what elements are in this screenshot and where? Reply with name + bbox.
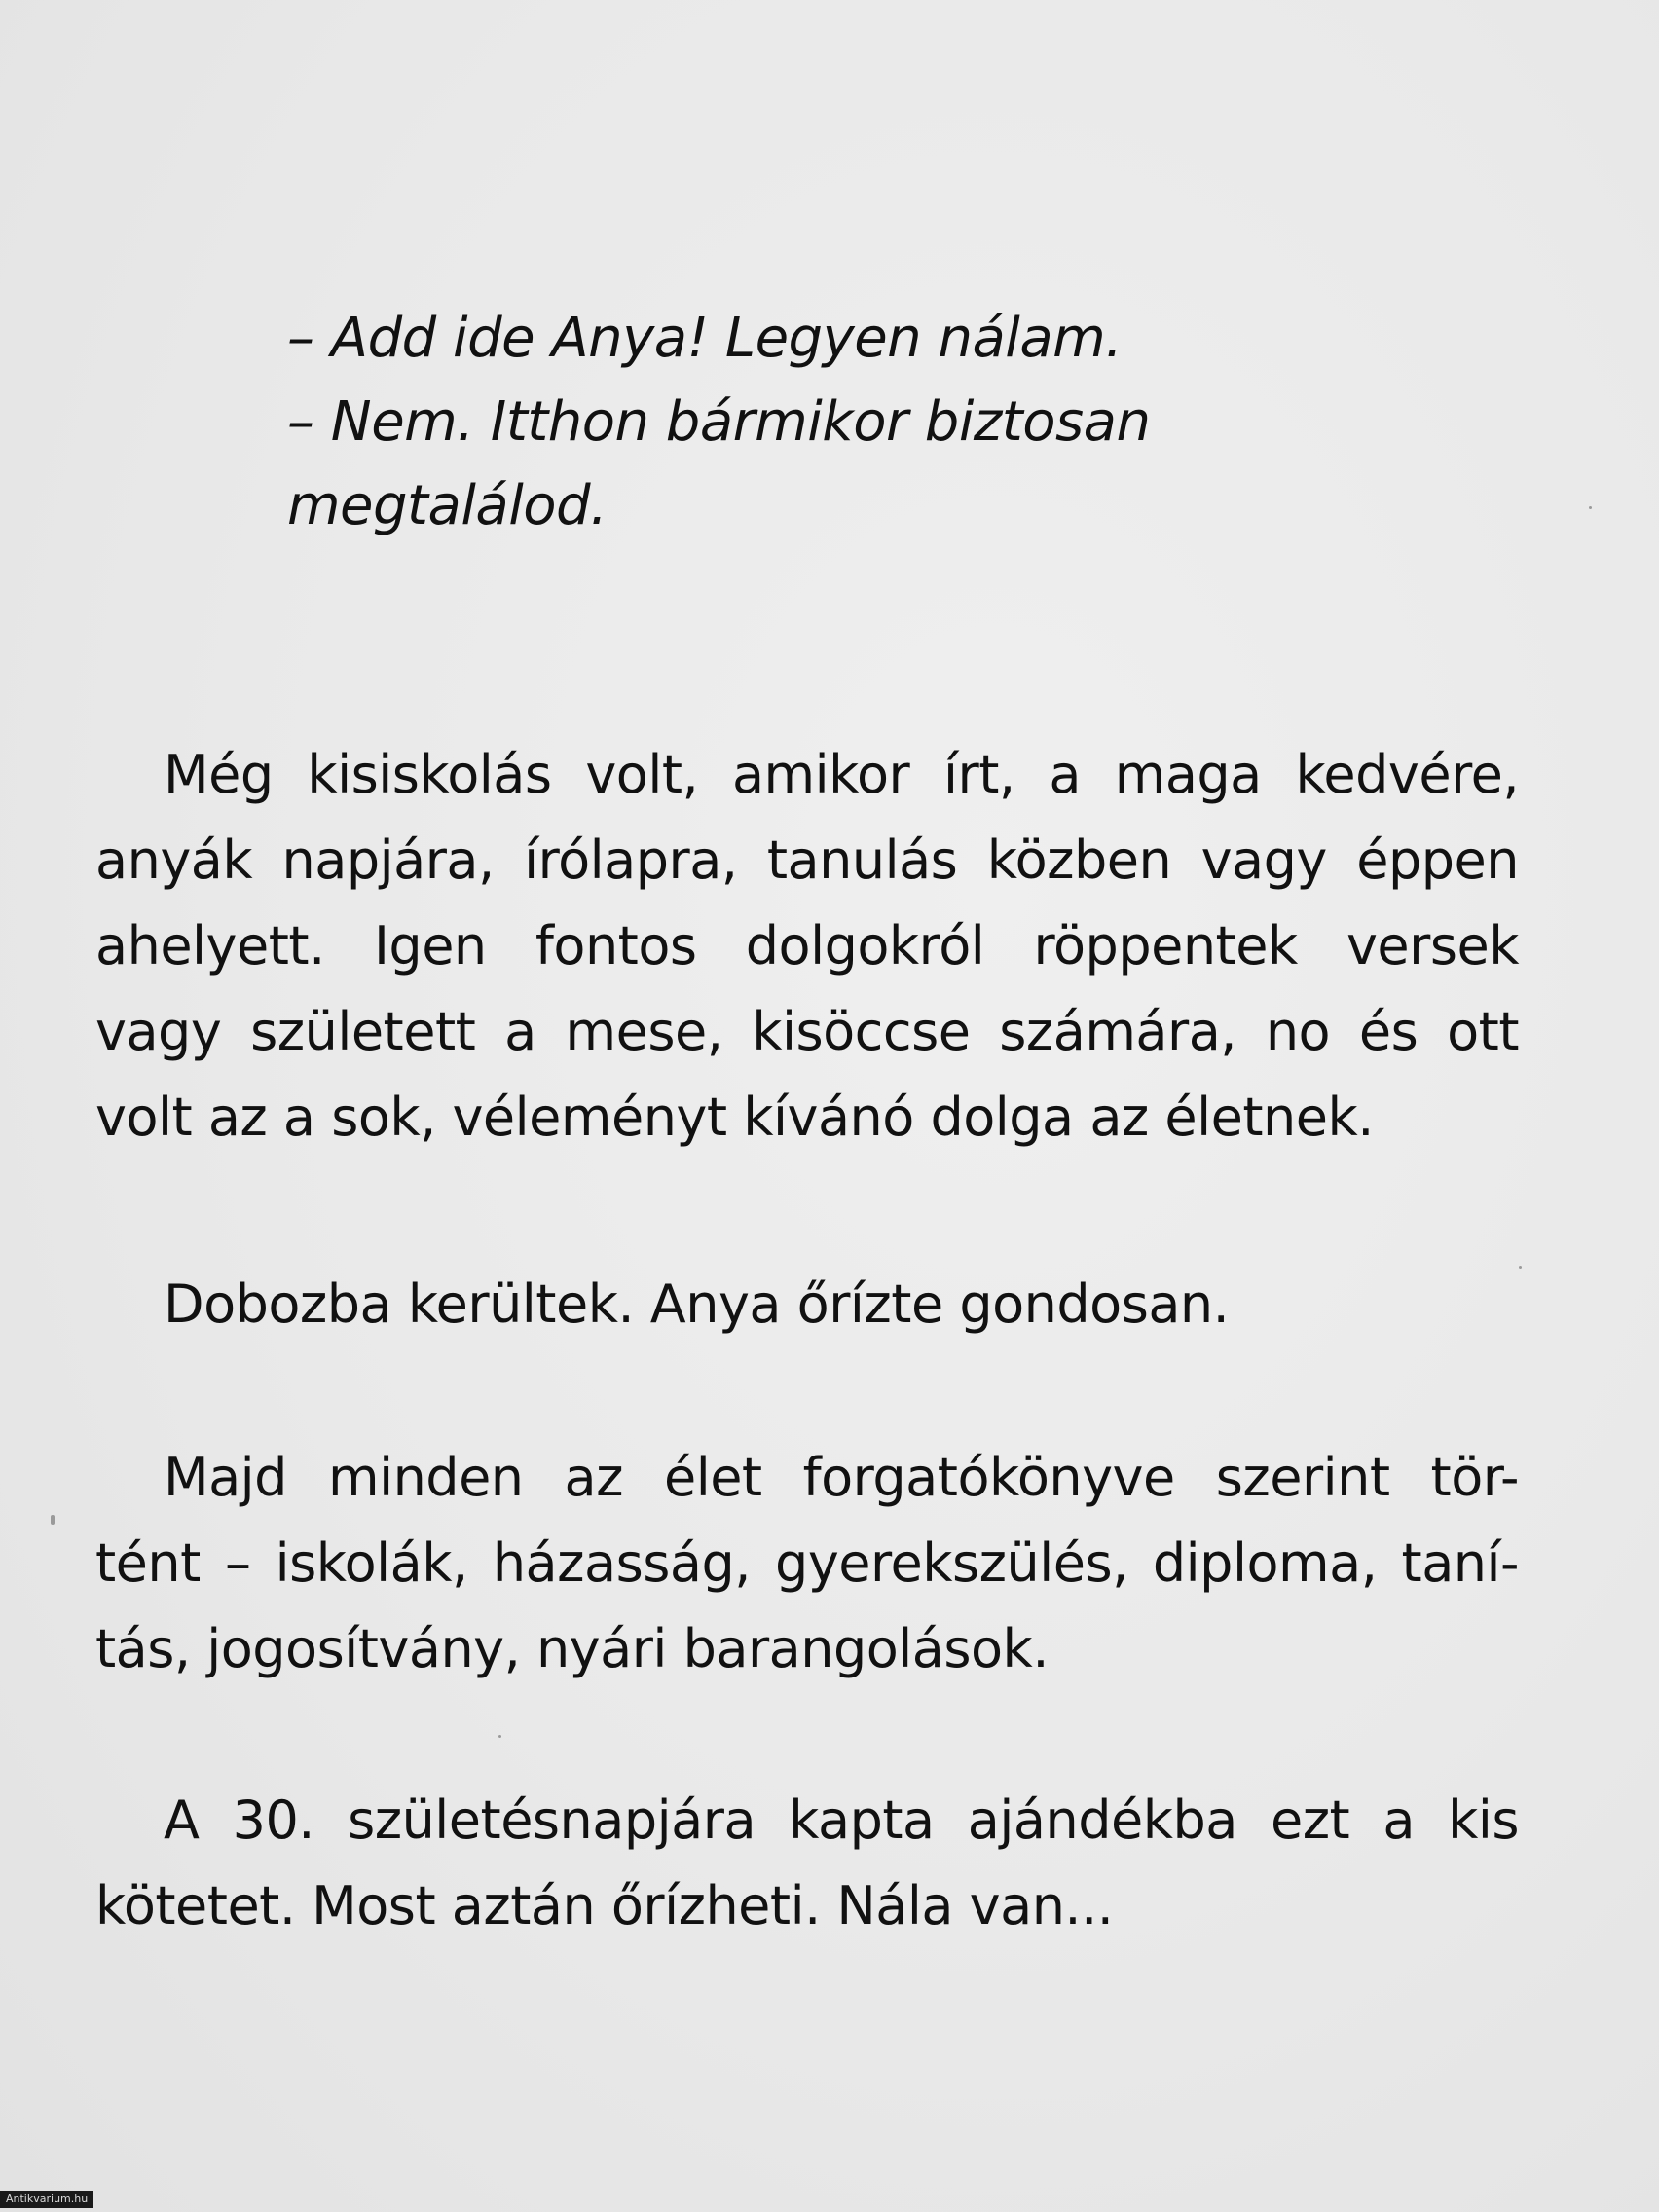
watermark: Antikvarium.hu: [0, 2191, 93, 2208]
epigraph-line: megtalálod.: [287, 474, 608, 537]
paragraph-line: ahelyett. Igen fontos dolgokról röppentek versek: [95, 915, 1519, 977]
paragraph-birthday-gift: [95, 1778, 1519, 1949]
paragraph-life-events: [95, 1435, 1519, 1692]
epigraph-line: – Add ide Anya! Legyen nálam.: [287, 307, 1123, 370]
paragraph-line: tént – iskolák, házasság, gyerekszülés, diploma, taní-: [95, 1532, 1519, 1594]
paper-speck: [498, 1735, 501, 1738]
paragraph-line: Dobozba kerültek. Anya őrízte gondosan.: [164, 1273, 1230, 1335]
paragraph-line: Még kisiskolás volt, amikor írt, a maga kedvére,: [164, 744, 1519, 805]
paragraph-line: vagy született a mese, kisöccse számára, no és ott: [95, 1001, 1519, 1062]
paper-speck: [1519, 1266, 1522, 1269]
paragraph-line: volt az a sok, véleményt kívánó dolga az életnek.: [95, 1087, 1374, 1148]
paragraph-line: tás, jogosítvány, nyári barangolások.: [95, 1618, 1049, 1679]
paper-speck: [1589, 506, 1592, 509]
paragraph-box: [95, 1262, 1519, 1347]
paragraph-line: anyák napjára, írólapra, tanulás közben vagy éppen: [95, 830, 1519, 891]
epigraph-dialogue: [287, 297, 1358, 548]
paragraph-line: kötetet. Most aztán őrízheti. Nála van...: [95, 1875, 1114, 1936]
epigraph-line: – Nem. Itthon bármikor biztosan: [287, 390, 1151, 454]
paragraph-line: Majd minden az élet forgatókönyve szerint tör-: [164, 1447, 1519, 1508]
paper-speck: [51, 1515, 55, 1525]
paragraph-line: A 30. születésnapjára kapta ajándékba ezt a kis: [164, 1789, 1519, 1851]
paragraph-childhood-writing: [95, 732, 1519, 1161]
